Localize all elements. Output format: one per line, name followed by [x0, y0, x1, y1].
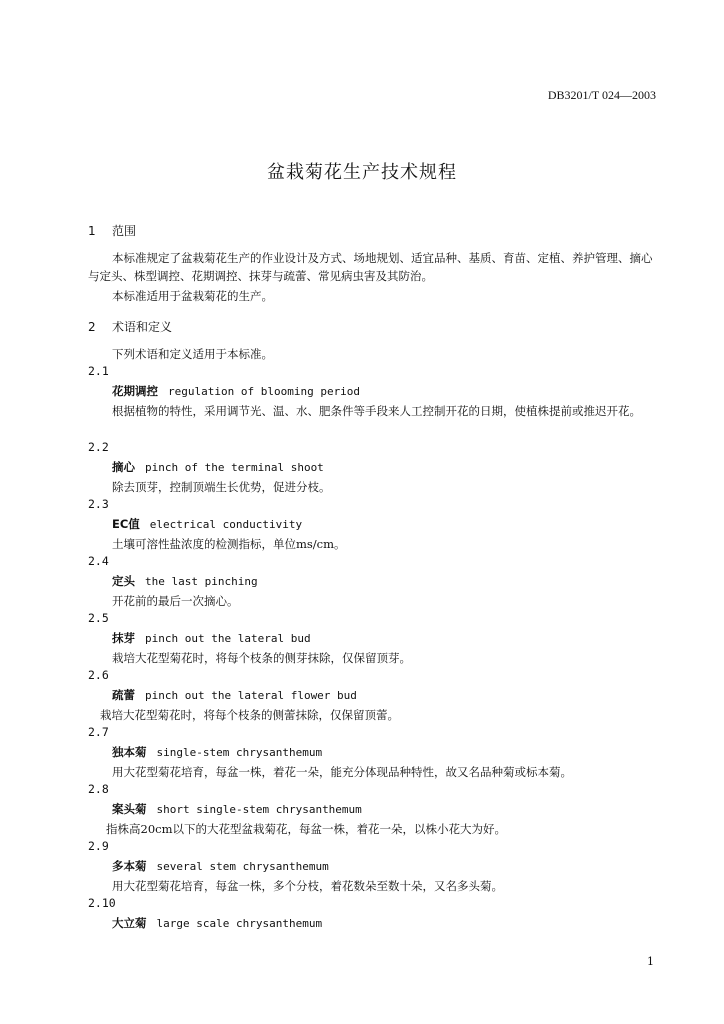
- term-en: short single-stem chrysanthemum: [156, 803, 362, 816]
- section-number: 2: [88, 320, 96, 334]
- term-definition: 根据植物的特性，采用调节光、温、水、肥条件等手段来人工控制开花的日期，使植株提前或推迟开花。: [112, 404, 641, 418]
- terms-intro: 下列术语和定义适用于本标准。: [112, 347, 273, 361]
- term-entry: [112, 801, 362, 817]
- term-definition: 除去顶芽，控制顶端生长优势，促进分枝。: [112, 480, 331, 494]
- term-definition: 用大花型菊花培育，每盆一株，多个分枝，着花数朵至数十朵，又名多头菊。: [112, 879, 503, 893]
- term-entry: [112, 383, 360, 399]
- term-en: pinch out the lateral bud: [145, 632, 311, 645]
- term-number: 2.9: [88, 839, 109, 853]
- term-cn: 多本菊: [112, 859, 147, 873]
- term-number: 2.7: [88, 725, 109, 739]
- term-cn: 大立菊: [112, 916, 147, 930]
- term-entry: [112, 573, 258, 589]
- term-entry: [112, 687, 357, 703]
- standard-number: DB3201/T 024—2003: [547, 88, 656, 102]
- term-definition: 栽培大花型菊花时，将每个枝条的侧蕾抹除，仅保留顶蕾。: [100, 708, 399, 722]
- term-number: 2.4: [88, 554, 109, 568]
- term-en: large scale chrysanthemum: [156, 917, 323, 930]
- term-cn: 抹芽: [112, 631, 135, 645]
- term-number: 2.6: [88, 668, 109, 682]
- term-entry: [112, 630, 311, 646]
- scope-paragraph: 本标准规定了盆栽菊花生产的作业设计及方式、场地规划、适宜品种、基质、育苗、定植、养护管理、摘心与定头、株型调控、花期调控、抹芽与疏蕾、常见病虫害及其防治。: [88, 251, 653, 283]
- term-cn: 独本菊: [112, 745, 147, 759]
- term-en: pinch out the lateral flower bud: [145, 689, 357, 702]
- section-heading-1: [88, 222, 136, 239]
- page-number: 1: [647, 955, 654, 968]
- term-entry: [112, 516, 302, 532]
- document-title: 盆栽菊花生产技术规程: [267, 162, 457, 183]
- term-cn: 案头菊: [112, 802, 147, 816]
- term-number: 2.2: [88, 440, 109, 454]
- term-en: pinch of the terminal shoot: [145, 461, 324, 474]
- section-title: 范围: [112, 224, 137, 238]
- term-cn: EC值: [112, 517, 140, 531]
- term-definition: 栽培大花型菊花时，将每个枝条的侧芽抹除，仅保留顶芽。: [112, 651, 411, 665]
- term-cn: 定头: [112, 574, 135, 588]
- term-definition: 开花前的最后一次摘心。: [112, 594, 239, 608]
- term-en: several stem chrysanthemum: [156, 860, 329, 873]
- term-en: electrical conductivity: [149, 518, 303, 531]
- section-title: 术语和定义: [112, 320, 173, 334]
- term-entry: [112, 744, 322, 760]
- term-definition: 指株高20cm以下的大花型盆栽菊花，每盆一株，着花一朵，以株小花大为好。: [106, 822, 506, 836]
- term-en: single-stem chrysanthemum: [156, 746, 323, 759]
- term-number: 2.3: [88, 497, 109, 511]
- section-number: 1: [88, 224, 96, 238]
- term-entry: [112, 915, 322, 931]
- term-cn: 摘心: [112, 460, 135, 474]
- term-en: regulation of blooming period: [168, 385, 361, 398]
- term-en: the last pinching: [145, 575, 258, 588]
- term-cn: 疏蕾: [112, 688, 135, 702]
- term-number: 2.1: [88, 364, 109, 378]
- section-heading-2: [88, 318, 172, 335]
- term-number: 2.10: [88, 896, 116, 910]
- term-number: 2.5: [88, 611, 109, 625]
- term-number: 2.8: [88, 782, 109, 796]
- scope-applicability: 本标准适用于盆栽菊花的生产。: [112, 289, 273, 303]
- term-entry: [112, 858, 329, 874]
- term-definition: 土壤可溶性盐浓度的检测指标，单位ms/cm。: [112, 537, 346, 551]
- term-cn: 花期调控: [112, 384, 158, 398]
- term-definition: 用大花型菊花培育，每盆一株，着花一朵，能充分体现品种特性，故又名品种菊或标本菊。: [112, 765, 572, 779]
- term-entry: [112, 459, 324, 475]
